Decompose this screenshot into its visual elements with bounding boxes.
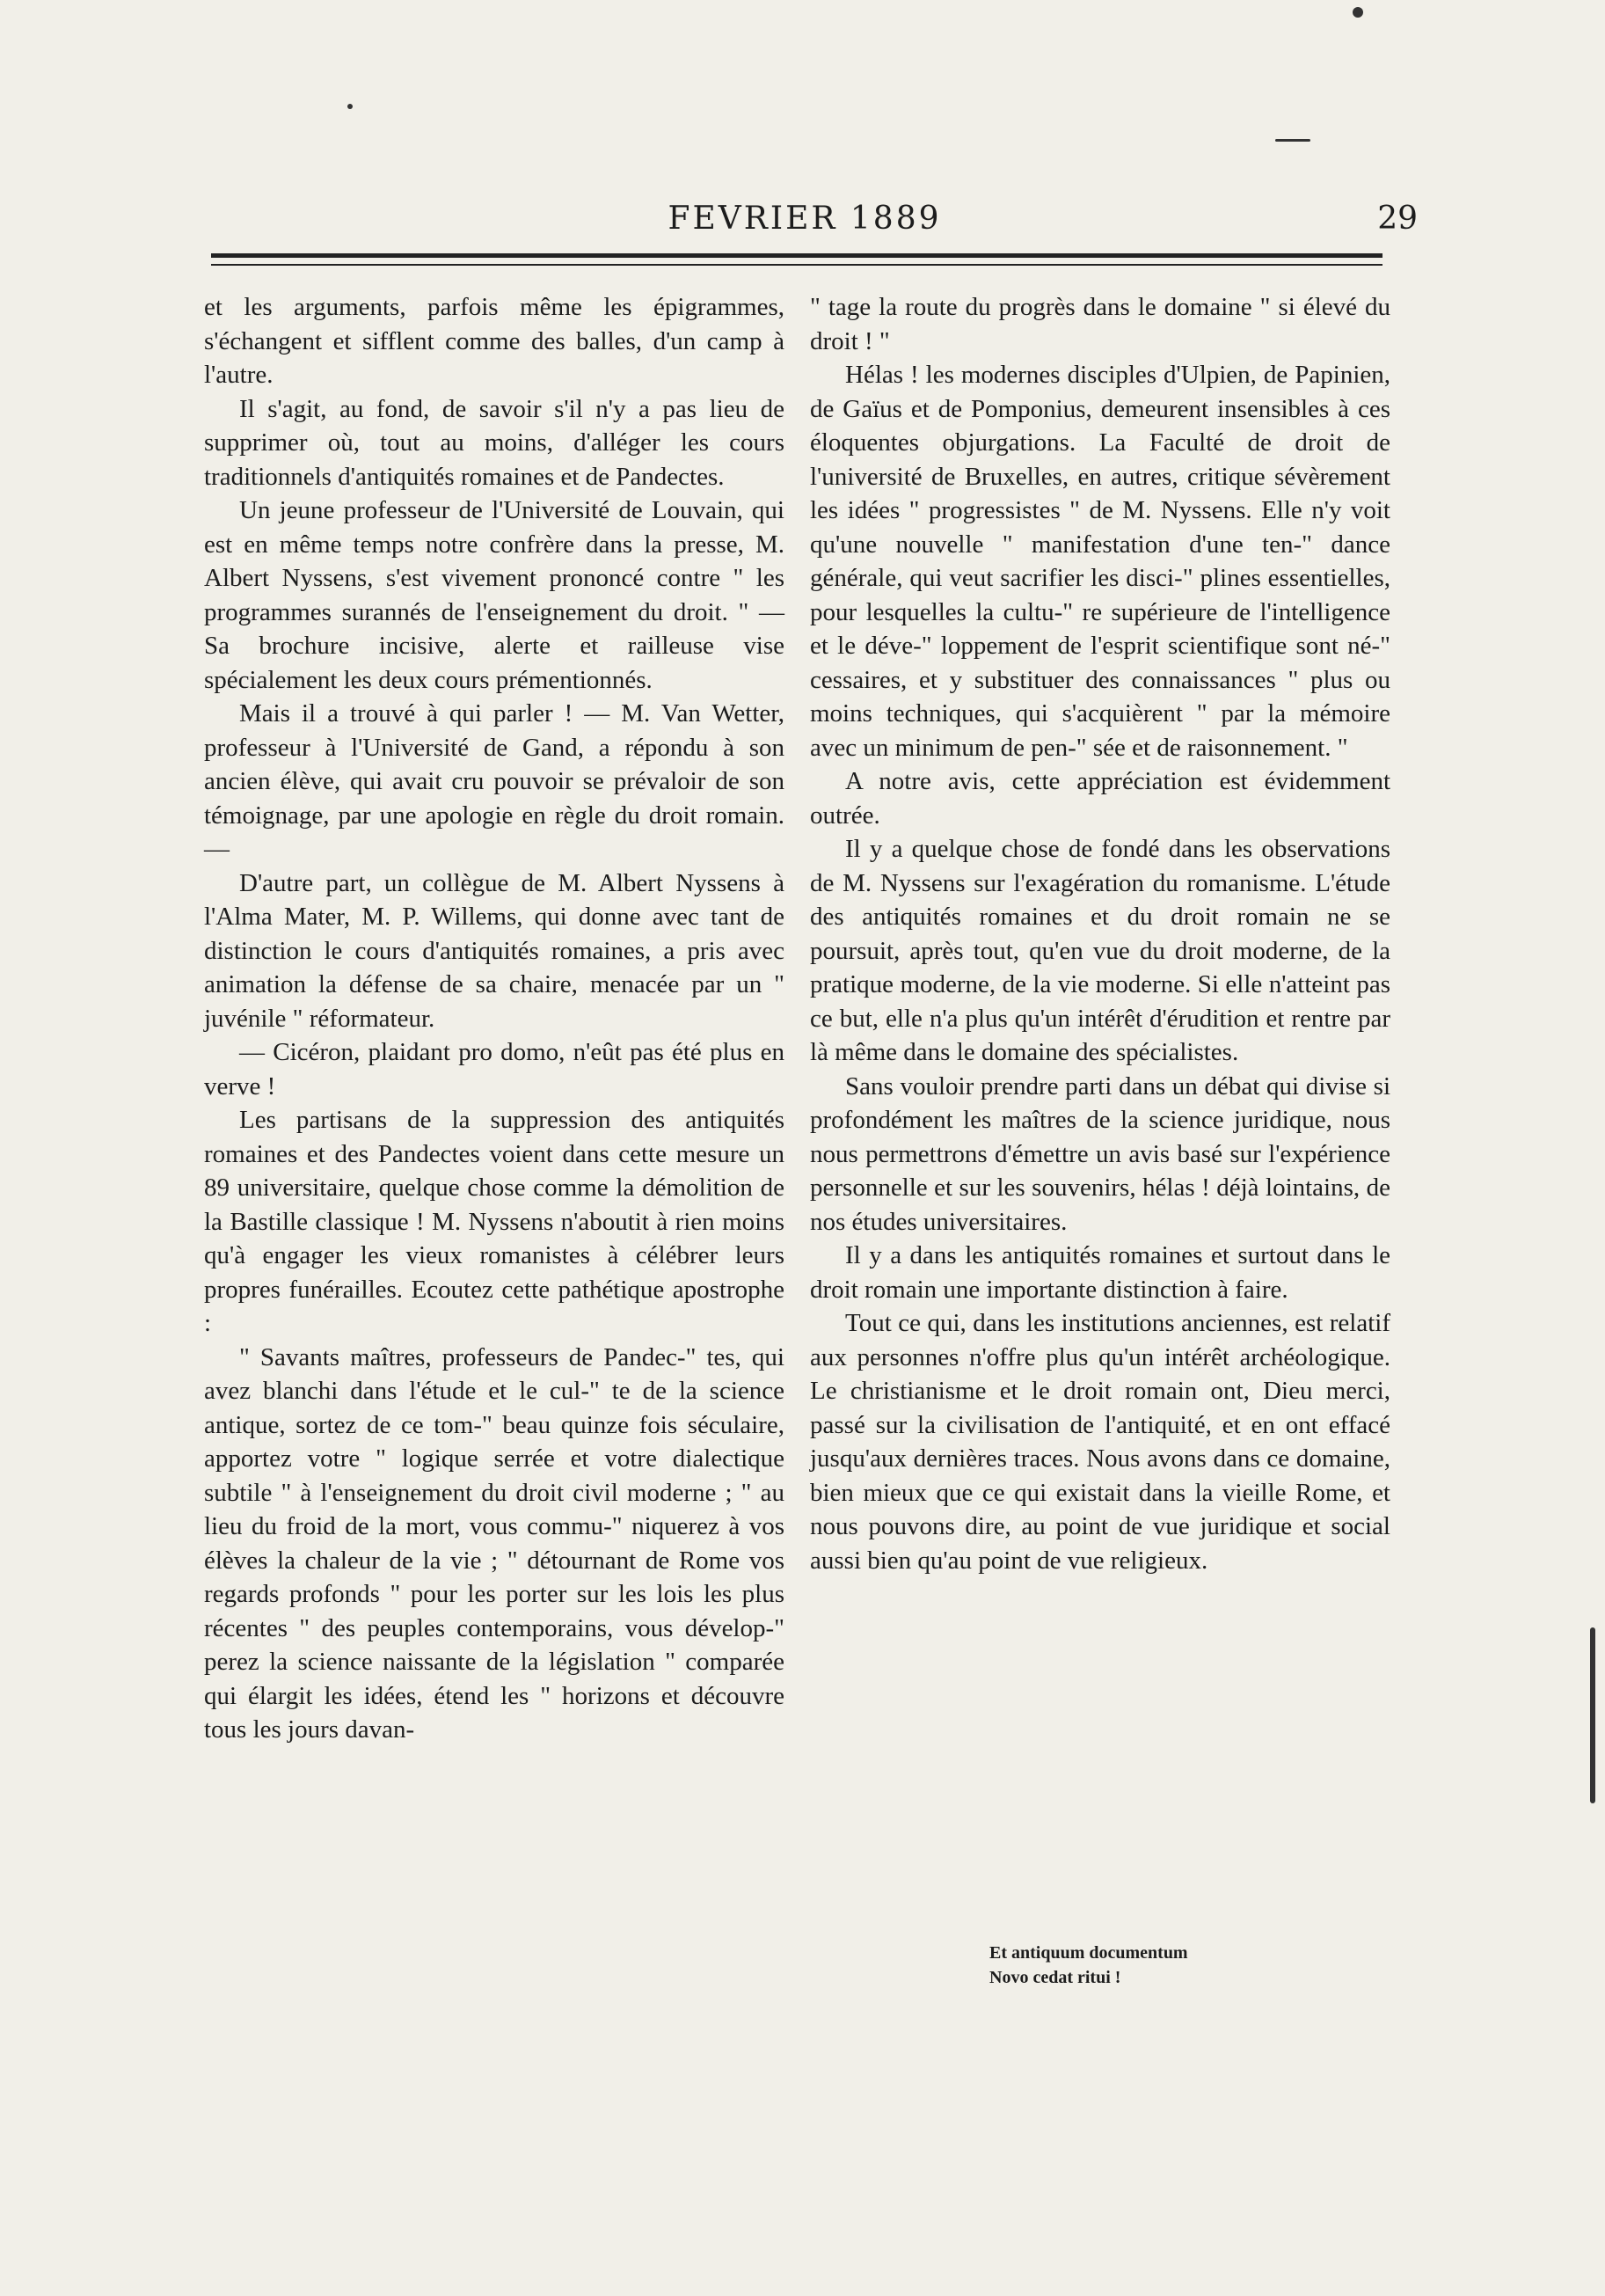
quotation: " Savants maîtres, professeurs de Pandec-" tes, qui avez blanchi dans l'étude et le cul-" te de la science antique, sortez de ce tom-" beau quinze fois séculaire, apportez votre " logique serrée et votre dialectique subtile " à l'enseignement du droit civil moderne ; " au lieu du froid de la mort, vous commu-" niquerez à vos élèves la chaleur de la vie ; " détournant de Rome vos regards profonds " pour les porter sur les lois les plus récentes " des peuples contemporains, vous dévelop-" perez la science naissante de la législation " comparée qui élargit les idées, étend les " horizons et découvre tous les jours davan-	[204, 1342, 784, 1744]
paragraph: Hélas ! les modernes disciples d'Ulpien, de Papinien, de Gaïus et de Pomponius, demeurent insensibles à ces éloquentes objurgations. La Faculté de droit de l'université de Bruxelles, en autres, critique sévèrement les idées " progressistes " de M. Nyssens. Elle n'y voit qu'une nouvelle " manifestation d'une ten-" dance générale, qui veut sacrifier les disci-" plines essentielles, pour lesquelles la cultu-" re supérieure de l'intelligence et le déve-" loppement de l'esprit scientifique sont né-" cessaires, et y substituer des connaissances " plus ou moins techniques, qui s'acquièrent " par la mémoire avec un minimum de pen-" sée et de raisonnement. "	[810, 361, 1390, 762]
paragraph: Il s'agit, au fond, de savoir s'il n'y a pas lieu de supprimer où, tout au moins, d'alléger les cours traditionnels d'antiquités romaines et de Pandectes.	[204, 394, 784, 491]
right-column	[810, 290, 1390, 1577]
paragraph: Il y a dans les antiquités romaines et surtout dans le droit romain une importante distinction à faire.	[810, 1241, 1390, 1304]
paragraph: et les arguments, parfois même les épigrammes, s'échangent et sifflent comme des balles, d'un camp à l'autre.	[204, 293, 784, 389]
ink-speck	[1275, 139, 1310, 142]
paragraph: Tout ce qui, dans les institutions anciennes, est relatif aux personnes n'offre plus qu'un intérêt archéologique. Le christianisme et le droit romain ont, Dieu merci, passé sur la civilisation de l'antiquité, et en ont effacé jusqu'aux dernières traces. Nous avons dans ce domaine, bien mieux que ce qui existait dans la vieille Rome, et nous pouvons dire, au point de vue juridique et social aussi bien qu'au point de vue religieux.	[810, 1309, 1390, 1575]
paragraph: Mais il a trouvé à qui parler ! — M. Van Wetter, professeur à l'Université de Gand, a répondu à son ancien élève, qui avait cru pouvoir se prévaloir de son témoignage, par une apologie en règle du droit romain. —	[204, 699, 784, 863]
paragraph: Les partisans de la suppression des antiquités romaines et des Pandectes voient dans cette mesure un 89 universitaire, quelque chose comme la démolition de la Bastille classique ! M. Nyssens n'aboutit à rien moins qu'à engager les vieux romanistes à célébrer leurs propres funérailles. Ecoutez cette pathétique apostrophe :	[204, 1106, 784, 1337]
page-header	[211, 201, 1418, 245]
closing-epigraph	[989, 1941, 1188, 1990]
paragraph: A notre avis, cette appréciation est évidemment outrée.	[810, 767, 1390, 830]
header-rule-thick	[211, 253, 1382, 258]
running-title: FEVRIER 1889	[668, 201, 942, 237]
ink-speck	[1353, 7, 1363, 18]
paragraph: Sans vouloir prendre parti dans un débat qui divise si profondément les maîtres de la science juridique, nous nous permettrons d'émettre un avis basé sur l'expérience personnelle et sur les souvenirs, hélas ! déjà lointains, de nos études universitaires.	[810, 1071, 1390, 1236]
paragraph: — Cicéron, plaidant pro domo, n'eût pas été plus en verve !	[204, 1038, 784, 1100]
paragraph: Il y a quelque chose de fondé dans les observations de M. Nyssens sur l'exagération du romanisme. L'étude des antiquités romaines et du droit romain ne se poursuit, après tout, qu'en vue du droit moderne, de la pratique moderne, de la vie moderne. Si elle n'atteint pas ce but, elle n'a plus qu'un intérêt d'érudition et rentre par là même dans le domaine des spécialistes.	[810, 835, 1390, 1066]
paragraph: D'autre part, un collègue de M. Albert Nyssens à l'Alma Mater, M. P. Willems, qui donne avec tant de distinction le cours d'antiquités romaines, a pris avec animation la défense de sa chaire, menacée par un " juvénile " réformateur.	[204, 868, 784, 1033]
quotation: " tage la route du progrès dans le domaine " si élevé du droit ! "	[810, 293, 1390, 355]
left-column	[204, 290, 784, 1747]
header-rule-thin	[211, 264, 1382, 266]
epigraph-line: Et antiquum documentum	[989, 1943, 1188, 1963]
page-number: 29	[1377, 201, 1418, 237]
ink-speck	[347, 104, 353, 109]
epigraph-line: Novo cedat ritui !	[989, 1968, 1121, 1987]
ink-speck	[1590, 1627, 1595, 1803]
paragraph: Un jeune professeur de l'Université de Louvain, qui est en même temps notre confrère dans la presse, M. Albert Nyssens, s'est vivement prononcé contre " les programmes surannés de l'enseignement du droit. " — Sa brochure incisive, alerte et railleuse vise spécialement les deux cours prémentionnés.	[204, 496, 784, 694]
